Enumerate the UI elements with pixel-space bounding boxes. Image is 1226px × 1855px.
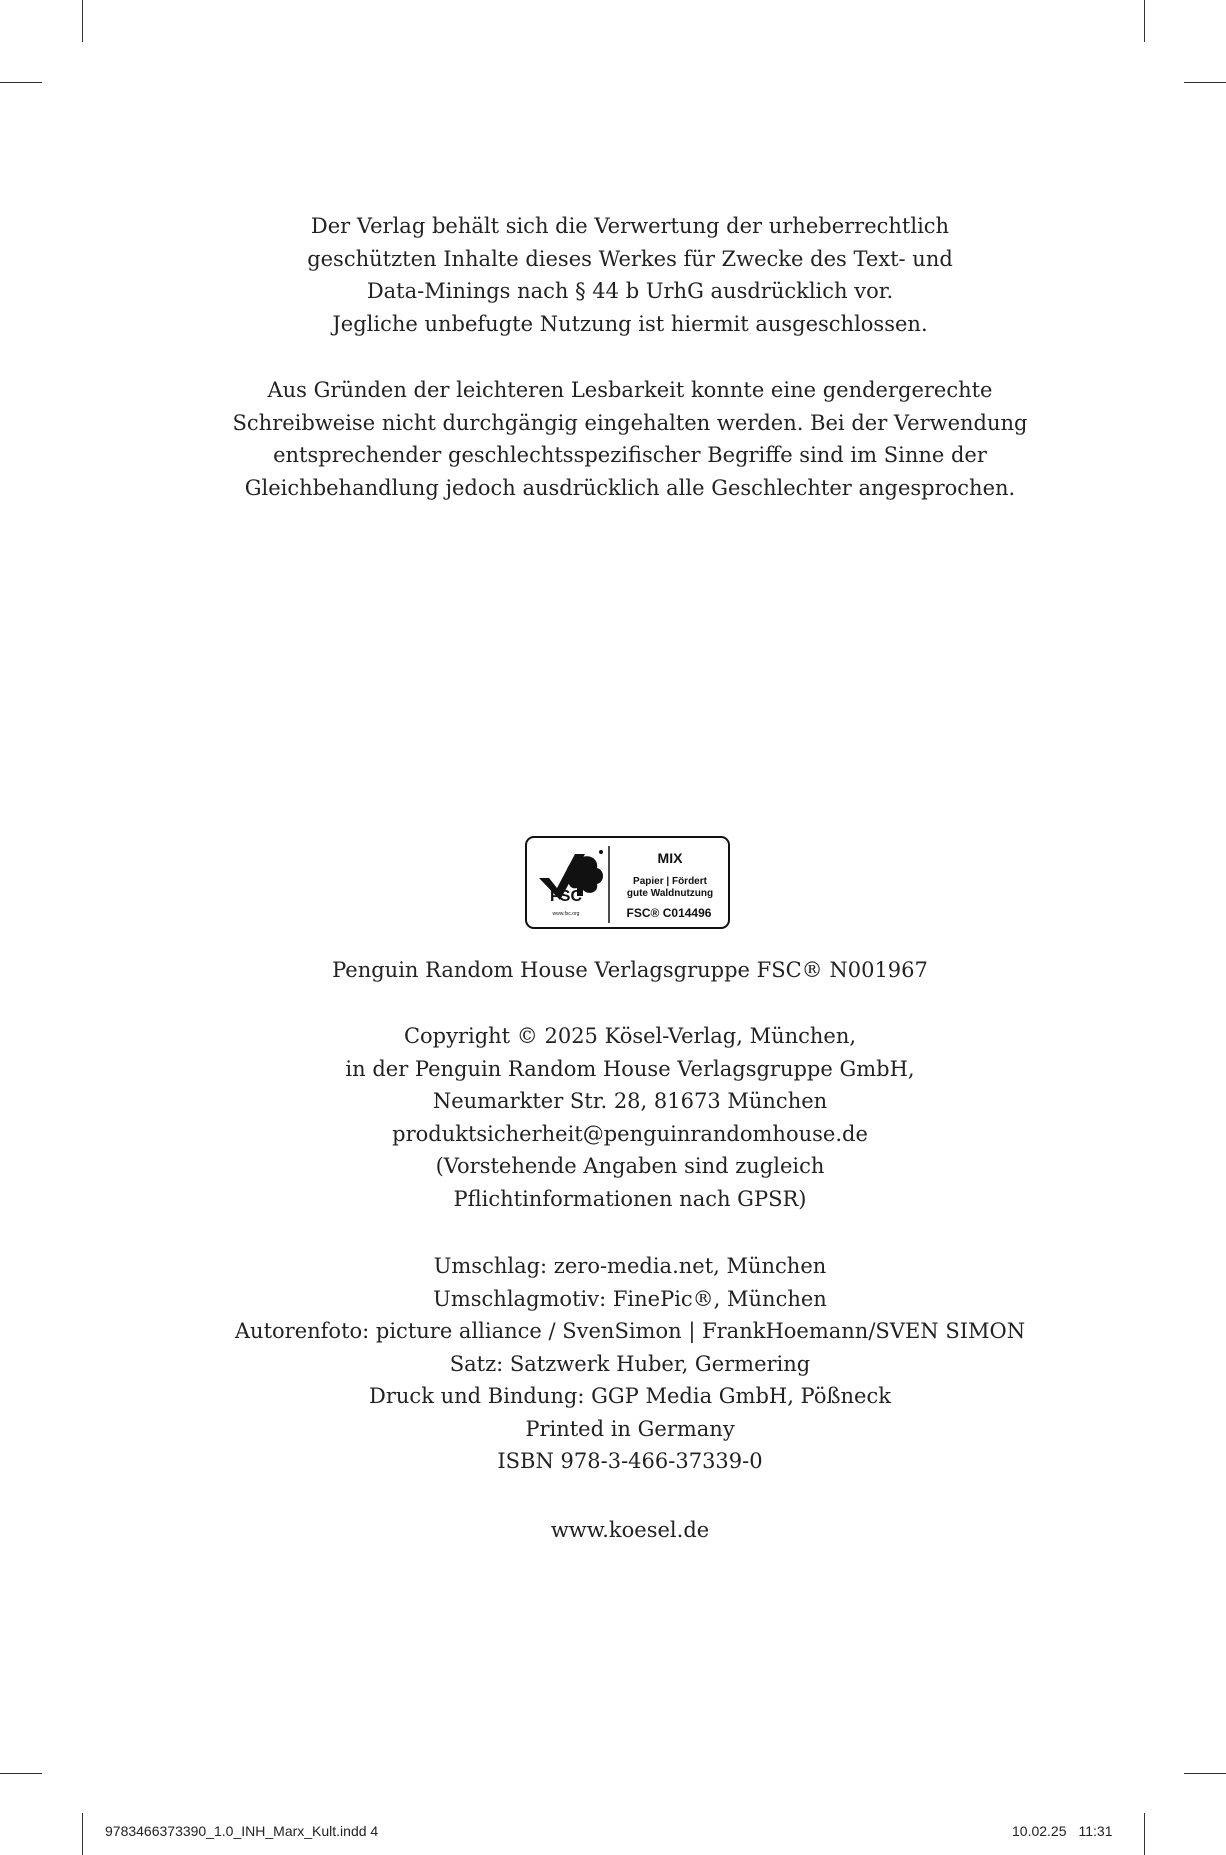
gender-note-line: Schreibweise nicht durchgängig eingehalten werden. Bei der Verwendung <box>232 410 1028 435</box>
gender-note-line: Gleichbehandlung jedoch ausdrücklich alle Geschlechter angesprochen. <box>244 475 1016 500</box>
credit-line: Umschlag: zero-media.net, München <box>433 1254 827 1278</box>
fsc-url: www.fsc.org <box>552 911 580 917</box>
credit-line: Druck und Bindung: GGP Media GmbH, Pößneck <box>369 1384 891 1408</box>
notice-line: Der Verlag behält sich die Verwertung der urheberrechtlich <box>310 214 950 238</box>
gender-note-line: entsprechender geschlechtsspezifischer Begriffe sind im Sinne der <box>273 443 987 467</box>
copyright-line: Neumarkter Str. 28, 81673 München <box>432 1089 828 1113</box>
fsc-license-code: FSC® C014496 <box>626 906 712 920</box>
copyright-line: produktsicherheit@penguinrandomhouse.de <box>392 1121 868 1146</box>
fsc-paper-label <box>619 876 721 900</box>
credit-line: Printed in Germany <box>525 1416 735 1441</box>
credit-line: Umschlagmotiv: FinePic®, München <box>433 1286 827 1311</box>
fsc-statement-line: Penguin Random House Verlagsgruppe FSC® N001967 <box>332 958 928 982</box>
fsc-logo <box>525 836 730 929</box>
copyright-notice <box>0 210 1226 340</box>
crop-mark-top-right-h <box>1184 82 1226 83</box>
slug-filename: 9783466373390_1.0_INH_Marx_Kult.indd 4 <box>105 1823 379 1839</box>
crop-mark-bottom-left <box>82 1813 83 1855</box>
fsc-mix-label: MIX <box>657 850 683 866</box>
slug-date: 10.02.25 <box>1012 1823 1067 1839</box>
fsc-statement <box>0 954 1226 987</box>
isbn-line: ISBN 978-3-466-37339-0 <box>497 1449 763 1473</box>
copyright-line: in der Penguin Random House Verlagsgruppe GmbH, <box>345 1056 915 1081</box>
fsc-paper-line: gute Waldnutzung <box>626 888 714 899</box>
website <box>0 1514 1226 1547</box>
fsc-wordmark: FSC <box>550 888 582 905</box>
website-url: www.koesel.de <box>550 1518 710 1542</box>
copyright-block <box>0 1020 1226 1215</box>
notice-line: Data-Minings nach § 44 b UrhG ausdrücklich vor. <box>366 279 894 303</box>
credits-block <box>0 1250 1226 1478</box>
crop-mark-bottom-right-h <box>1184 1773 1226 1774</box>
copyright-line: Copyright © 2025 Kösel-Verlag, München, <box>403 1024 857 1048</box>
credit-line: Satz: Satzwerk Huber, Germering <box>449 1351 811 1376</box>
gender-note-line: Aus Gründen der leichteren Lesbarkeit konnte eine gendergerechte <box>267 378 993 402</box>
crop-mark-bottom-right <box>1144 1813 1145 1855</box>
notice-line: geschützten Inhalte dieses Werkes für Zwecke des Text- und <box>307 246 953 271</box>
slug-time: 11:31 <box>1078 1823 1113 1839</box>
credit-line: Autorenfoto: picture alliance / SvenSimon | FrankHoemann/SVEN SIMON <box>234 1319 1026 1343</box>
crop-mark-top-left <box>82 0 83 42</box>
crop-mark-bottom-left-h <box>0 1773 42 1774</box>
crop-mark-top-right <box>1144 0 1145 42</box>
copyright-line: (Vorstehende Angaben sind zugleich <box>435 1154 825 1178</box>
slug-timestamp <box>1012 1823 1113 1839</box>
gender-note <box>0 374 1226 504</box>
copyright-line: Pflichtinformationen nach GPSR) <box>453 1186 807 1211</box>
notice-line: Jegliche unbefugte Nutzung ist hiermit ausgeschlossen. <box>332 311 928 336</box>
crop-mark-top-left-h <box>0 82 42 83</box>
fsc-paper-line: Papier | Fördert <box>633 876 707 887</box>
